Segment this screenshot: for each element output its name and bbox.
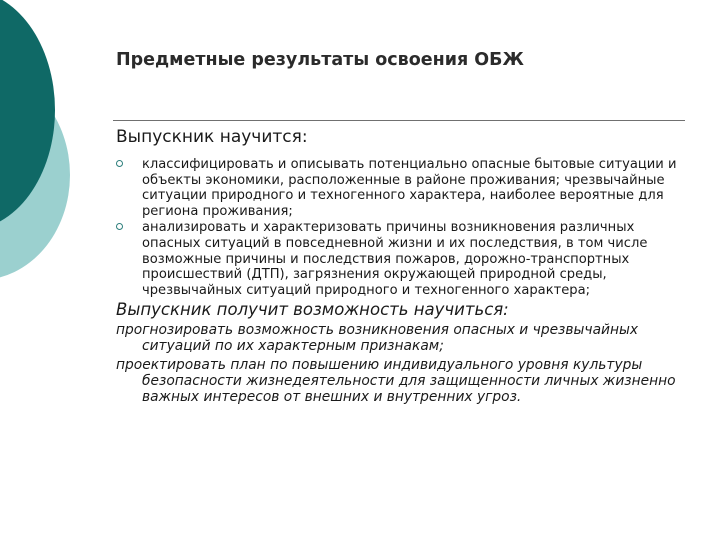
- bullet-item: [116, 220, 684, 298]
- learn-bullet-list: [116, 157, 684, 298]
- circle-bullet-icon: [116, 223, 123, 230]
- bullet-text: анализировать и характеризовать причины возникновения различных опасных ситуаций в повседневной жизни и их последствия, в том числе возможные причины и последствия пожаров, дорожно-транспортных происшествий (ДТП), загрязнения окружающей природной среды, чрезвычайных ситуаций природного и техногенного характера;: [142, 220, 648, 298]
- opportunity-heading: Выпускник получит возможность научиться:: [116, 300, 509, 320]
- opportunity-item: проектировать план по повышению индивидуального уровня культуры безопасности жизнедеятельности для защищенности личных жизненно важных интересов от внешних и внутренних угроз.: [116, 357, 676, 406]
- circle-bullet-icon: [116, 160, 123, 167]
- bullet-text: классифицировать и описывать потенциально опасные бытовые ситуации и объекты экономики, расположенные в районе проживания; чрезвычайные ситуации природного и техногенного характера, наиболее вероятные для региона проживания;: [142, 157, 677, 219]
- opportunity-item: прогнозировать возможность возникновения опасных и чрезвычайных ситуаций по их характерным признакам;: [116, 322, 639, 355]
- decorative-circles: [0, 0, 120, 300]
- learn-heading: Выпускник научится:: [116, 127, 308, 147]
- slide-title: Предметные результаты освоения ОБЖ: [116, 50, 524, 70]
- slide-content: [116, 126, 684, 408]
- title-divider: [113, 120, 685, 121]
- bullet-item: [116, 157, 684, 219]
